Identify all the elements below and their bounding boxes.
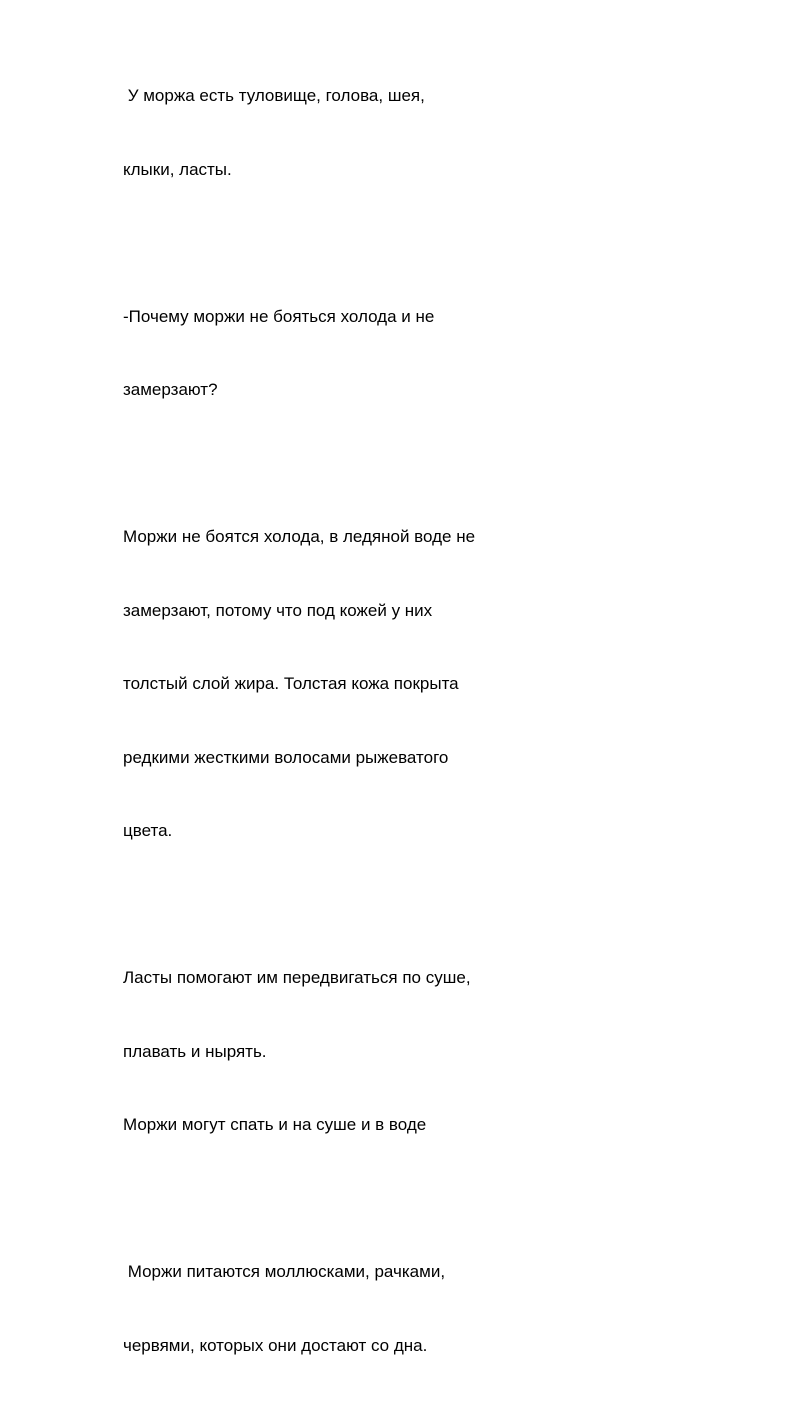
text-line: плавать и нырять.	[123, 1041, 267, 1061]
text-line: Моржи питаются моллюсками, рачками,	[123, 1262, 446, 1281]
text-line: -Почему моржи не бояться холода и не	[123, 306, 435, 326]
paragraph-spacer	[123, 1187, 563, 1212]
paragraph-spacer	[123, 452, 563, 477]
text-line: Моржи не боятся холода, в ледяной воде не	[123, 527, 476, 546]
paragraph-question	[123, 256, 563, 452]
text-line: редкими жесткими волосами рыжеватого	[123, 747, 449, 767]
paragraph-spacer	[123, 893, 563, 918]
text-line: толстый слой жира. Толстая кожа покрыта	[123, 674, 459, 693]
slide-text	[123, 35, 563, 1407]
paragraph-spacer	[123, 231, 563, 256]
paragraph-answer	[123, 476, 563, 893]
paragraph-diet	[123, 1211, 563, 1407]
paragraph-flippers	[123, 917, 563, 1187]
text-line: Моржи могут спать и на суше и в воде	[123, 1115, 427, 1134]
text-line: замерзают, потому что под кожей у них	[123, 600, 433, 620]
text-line: замерзают?	[123, 380, 218, 399]
text-line: У моржа есть туловище, голова, шея,	[123, 86, 425, 105]
text-line: червями, которых они достают со дна.	[123, 1335, 428, 1355]
paragraph-walrus-body-parts	[123, 35, 563, 231]
text-line: Ласты помогают им передвигаться по суше,	[123, 968, 471, 987]
text-line: цвета.	[123, 821, 173, 840]
text-line: клыки, ласты.	[123, 159, 232, 179]
